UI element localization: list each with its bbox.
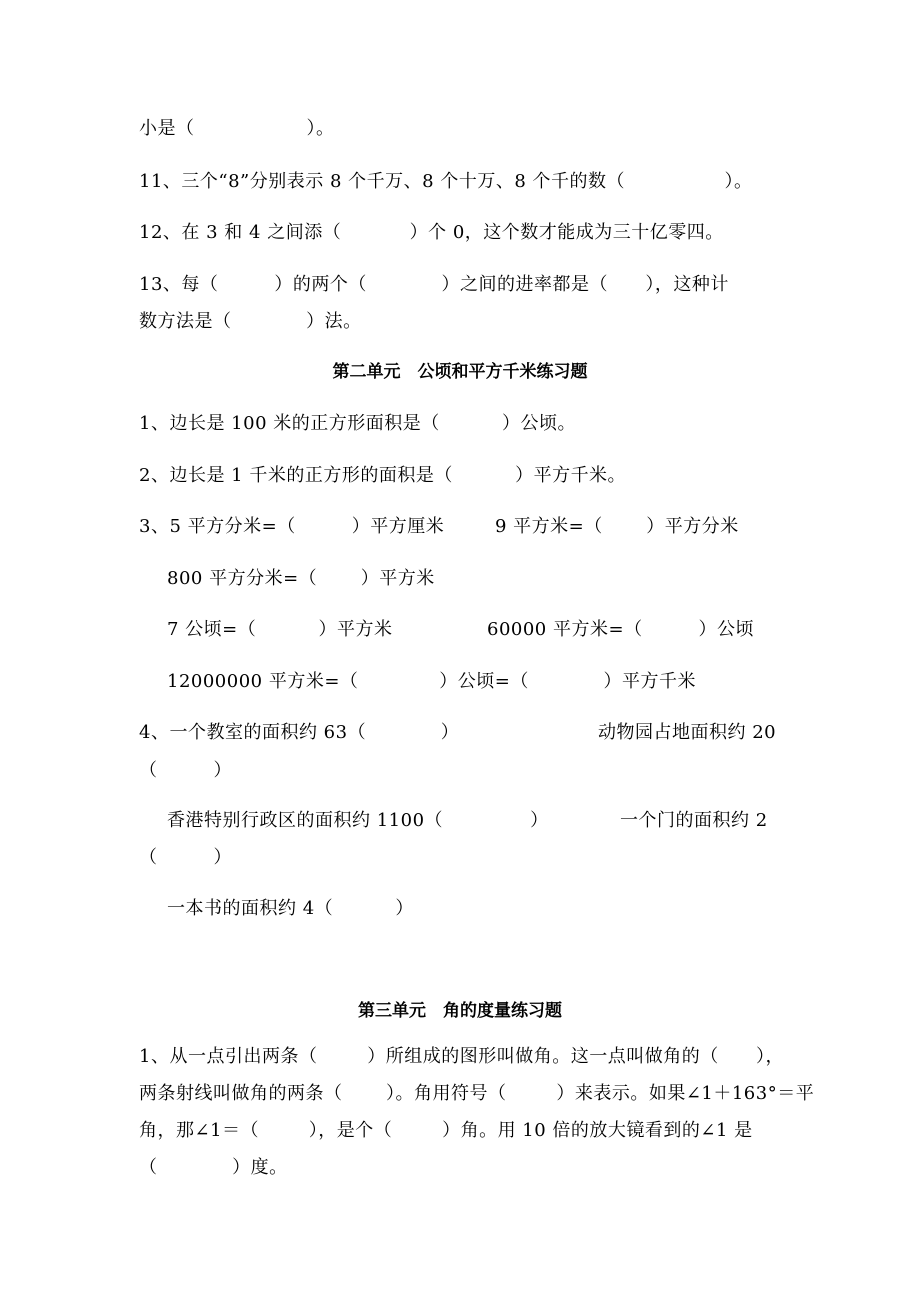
- s2-question-3-left: 3、5 平方分米=（ ）平方厘米: [139, 516, 445, 537]
- s2-question-4-line2-continuation: （ ）: [139, 847, 232, 868]
- s2-question-3-right: 9 平方米=（ ）平方分米: [495, 516, 739, 537]
- question-13-line2: 数方法是（ ）法。: [139, 311, 362, 332]
- s2-question-2: 2、边长是 1 千米的正方形的面积是（ ）平方千米。: [139, 465, 627, 486]
- s2-question-1: 1、边长是 100 米的正方形面积是（ ）公顷。: [139, 413, 576, 434]
- s3-question-1-line2: 两条射线叫做角的两条（ ）。角用符号（ ）来表示。如果∠1＋163°＝平: [139, 1083, 815, 1104]
- s3-question-1-line4: （ ）度。: [139, 1157, 288, 1178]
- s2-question-4-continuation: （ ）: [139, 760, 232, 781]
- s2-question-3-line3-right: 60000 平方米=（ ）公顷: [487, 619, 755, 640]
- s2-question-4-line2-right: 一个门的面积约 2: [620, 810, 768, 831]
- section-2-title: 第二单元 公顷和平方千米练习题: [332, 362, 588, 382]
- s2-question-4-line2-left: 香港特别行政区的面积约 1100（ ）: [167, 810, 549, 831]
- s3-question-1-line1: 1、从一点引出两条（ ）所组成的图形叫做角。这一点叫做角的（ ），: [139, 1046, 785, 1067]
- s2-question-4-left: 4、一个教室的面积约 63（ ）: [139, 722, 460, 743]
- s3-question-1-line3: 角，那∠1＝（ ），是个（ ）角。用 10 倍的放大镜看到的∠1 是: [139, 1120, 753, 1141]
- s2-question-3-line4: 12000000 平方米=（ ）公顷=（ ）平方千米: [167, 671, 697, 692]
- question-12: 12、在 3 和 4 之间添（ ）个 0，这个数才能成为三十亿零四。: [139, 222, 724, 243]
- s2-question-4-line3: 一本书的面积约 4（ ）: [167, 898, 414, 919]
- s2-question-3-line2: 800 平方分米=（ ）平方米: [167, 568, 435, 589]
- s2-question-3-line3-left: 7 公顷=（ ）平方米: [167, 619, 393, 640]
- s2-question-4-right: 动物园占地面积约 20: [598, 722, 777, 743]
- section-3-title: 第三单元 角的度量练习题: [358, 1001, 562, 1021]
- question-10-continuation: 小是（ ）。: [139, 118, 335, 139]
- question-11: 11、三个“8”分别表示 8 个千万、8 个十万、8 个千的数（ ）。: [139, 171, 753, 192]
- question-13-line1: 13、每（ ）的两个（ ）之间的进率都是（ ），这种计: [139, 274, 729, 295]
